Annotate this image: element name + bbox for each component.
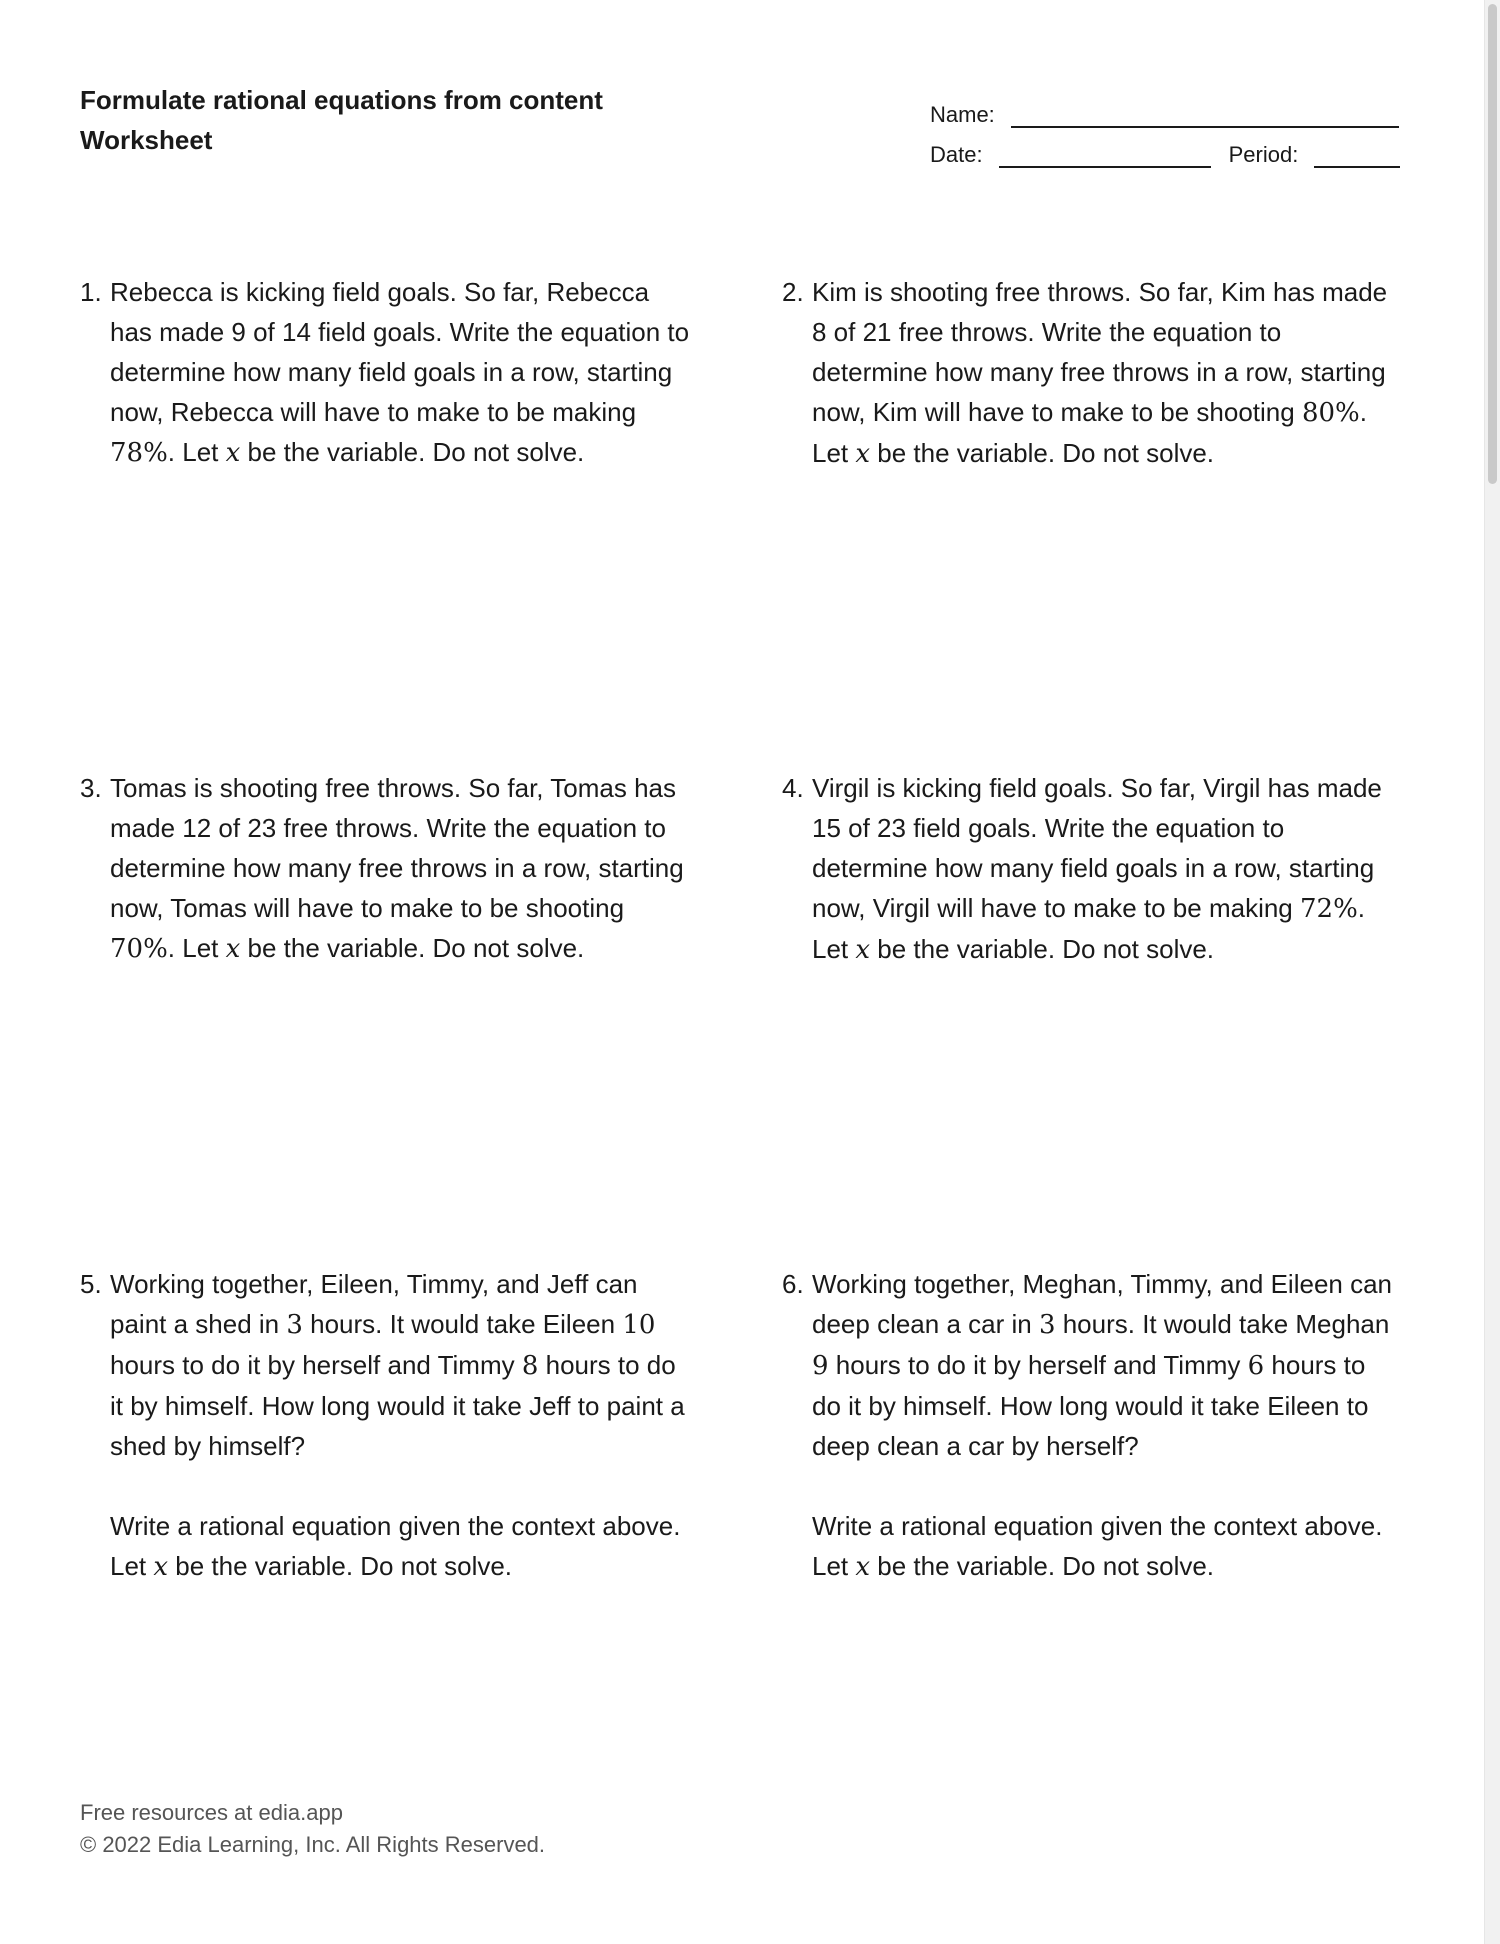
math-value: 6 <box>1247 1351 1265 1381</box>
problem-text-run: be the variable. Do not solve. <box>240 437 585 467</box>
problem-paragraph <box>110 768 692 969</box>
worksheet-title <box>80 80 603 160</box>
problem-paragraph <box>812 768 1394 970</box>
problem-paragraph <box>812 272 1394 474</box>
problem-text-run: be the variable. Do not solve. <box>240 933 585 963</box>
problem-text-run: hours to do it by himself. How long would it take Eileen to deep clean a car by herself? <box>812 1350 1369 1461</box>
problem-paragraph <box>812 1264 1394 1466</box>
problem-text-run: be the variable. Do not solve. <box>168 1551 513 1581</box>
problem-4 <box>782 768 1394 970</box>
problem-paragraph <box>110 1264 692 1466</box>
math-value: 9 <box>812 1351 829 1381</box>
problem-text <box>812 1264 1394 1587</box>
math-value: 3 <box>286 1310 303 1340</box>
problem-text-run: Working together, Meghan, Timmy, and Eileen can deep clean a car in <box>812 1269 1393 1339</box>
problem-paragraph <box>110 272 692 473</box>
problem-text-run: Tomas is shooting free throws. So far, Tomas has made 12 of 23 free throws. Write the equation to determine how many free throws in a row, starting now, Tomas will have to make to be shooting <box>110 773 684 923</box>
problem-text-run: hours. It would take Meghan <box>1055 1309 1390 1339</box>
page-footer <box>80 1797 545 1861</box>
problem-number: 6. <box>782 1269 804 1299</box>
math-value: 3 <box>1038 1310 1056 1340</box>
math-variable: x <box>225 934 241 964</box>
math-value: 8 <box>521 1351 539 1381</box>
problem-text-run: Working together, Eileen, Timmy, and Jeff can paint a shed in <box>110 1269 638 1339</box>
title-line-2: Worksheet <box>80 125 213 155</box>
math-value: 10 <box>622 1310 656 1340</box>
problem-3 <box>80 768 692 969</box>
problem-text-run: be the variable. Do not solve. <box>870 438 1215 468</box>
problem-1 <box>80 272 692 473</box>
problem-text-run: hours. It would take Eileen <box>302 1309 623 1339</box>
date-label: Date: <box>930 142 983 167</box>
problem-number: 5. <box>80 1269 102 1299</box>
problem-text <box>110 272 692 473</box>
problem-text-run: hours to do it by herself and Timmy <box>828 1350 1248 1380</box>
math-value: 78% <box>110 438 168 468</box>
problem-paragraph <box>812 1506 1394 1587</box>
problem-text-run: Kim is shooting free throws. So far, Kim has made 8 of 21 free throws. Write the equation to determine how many free throws in a row, starting now, Kim will have to make to be shooting <box>812 277 1388 427</box>
problem-text-run: . Let <box>812 893 1366 964</box>
problem-text-run: Virgil is kicking field goals. So far, Virgil has made 15 of 23 field goals. Write the equation to determine how many field goals in a row, starting now, Virgil will have to make to be making <box>812 773 1382 923</box>
title-line-1: Formulate rational equations from content <box>80 85 603 115</box>
math-value: 72% <box>1299 894 1358 924</box>
period-label: Period: <box>1228 142 1299 167</box>
problem-6 <box>782 1264 1394 1587</box>
math-variable: x <box>153 1552 169 1582</box>
name-row <box>930 88 1405 128</box>
problem-text-run: be the variable. Do not solve. <box>870 1551 1215 1581</box>
problem-text-run: Write a rational equation given the context above. Let <box>812 1511 1383 1581</box>
math-variable: x <box>855 935 871 965</box>
footer-copyright-text: © 2022 Edia Learning, Inc. All Rights Reserved. <box>80 1832 546 1857</box>
footer-resources-text: Free resources at edia.app <box>80 1800 343 1825</box>
problem-number: 1. <box>80 277 102 307</box>
scrollbar-thumb[interactable] <box>1488 4 1497 484</box>
problem-number: 2. <box>782 277 804 307</box>
name-label: Name: <box>930 102 995 127</box>
problem-text-run: . Let <box>167 933 226 963</box>
problem-text-run: hours to do it by herself and Timmy <box>110 1350 522 1380</box>
problem-text <box>110 768 692 969</box>
date-period-row <box>930 128 1405 168</box>
problem-text-run: . Let <box>167 437 226 467</box>
problem-text-run: be the variable. Do not solve. <box>870 934 1215 964</box>
math-variable: x <box>855 1552 871 1582</box>
problem-text <box>812 272 1394 474</box>
problem-paragraph <box>110 1506 692 1587</box>
vertical-scrollbar[interactable] <box>1484 0 1500 1944</box>
problem-text-run: Rebecca is kicking field goals. So far, Rebecca has made 9 of 14 field goals. Write the equation to determine how many field goals in a row, starting now, Rebecca will have to make to be making <box>110 277 690 427</box>
problem-text <box>110 1264 692 1587</box>
problem-text-run: hours to do it by himself. How long would it take Jeff to paint a shed by himself? <box>110 1350 685 1461</box>
problem-text <box>812 768 1394 970</box>
problem-text-run: . Let <box>812 397 1367 468</box>
problem-number: 4. <box>782 773 804 803</box>
name-blank-line <box>1011 102 1399 128</box>
math-value: 80% <box>1301 398 1360 428</box>
math-value: 70% <box>110 934 168 964</box>
math-variable: x <box>225 438 241 468</box>
student-info-fields <box>930 88 1405 168</box>
problem-2 <box>782 272 1394 474</box>
problem-text-run: Write a rational equation given the context above. Let <box>110 1511 681 1581</box>
period-blank-line <box>1314 142 1400 168</box>
problem-number: 3. <box>80 773 102 803</box>
problem-5 <box>80 1264 692 1587</box>
math-variable: x <box>855 439 871 469</box>
date-blank-line <box>999 142 1211 168</box>
